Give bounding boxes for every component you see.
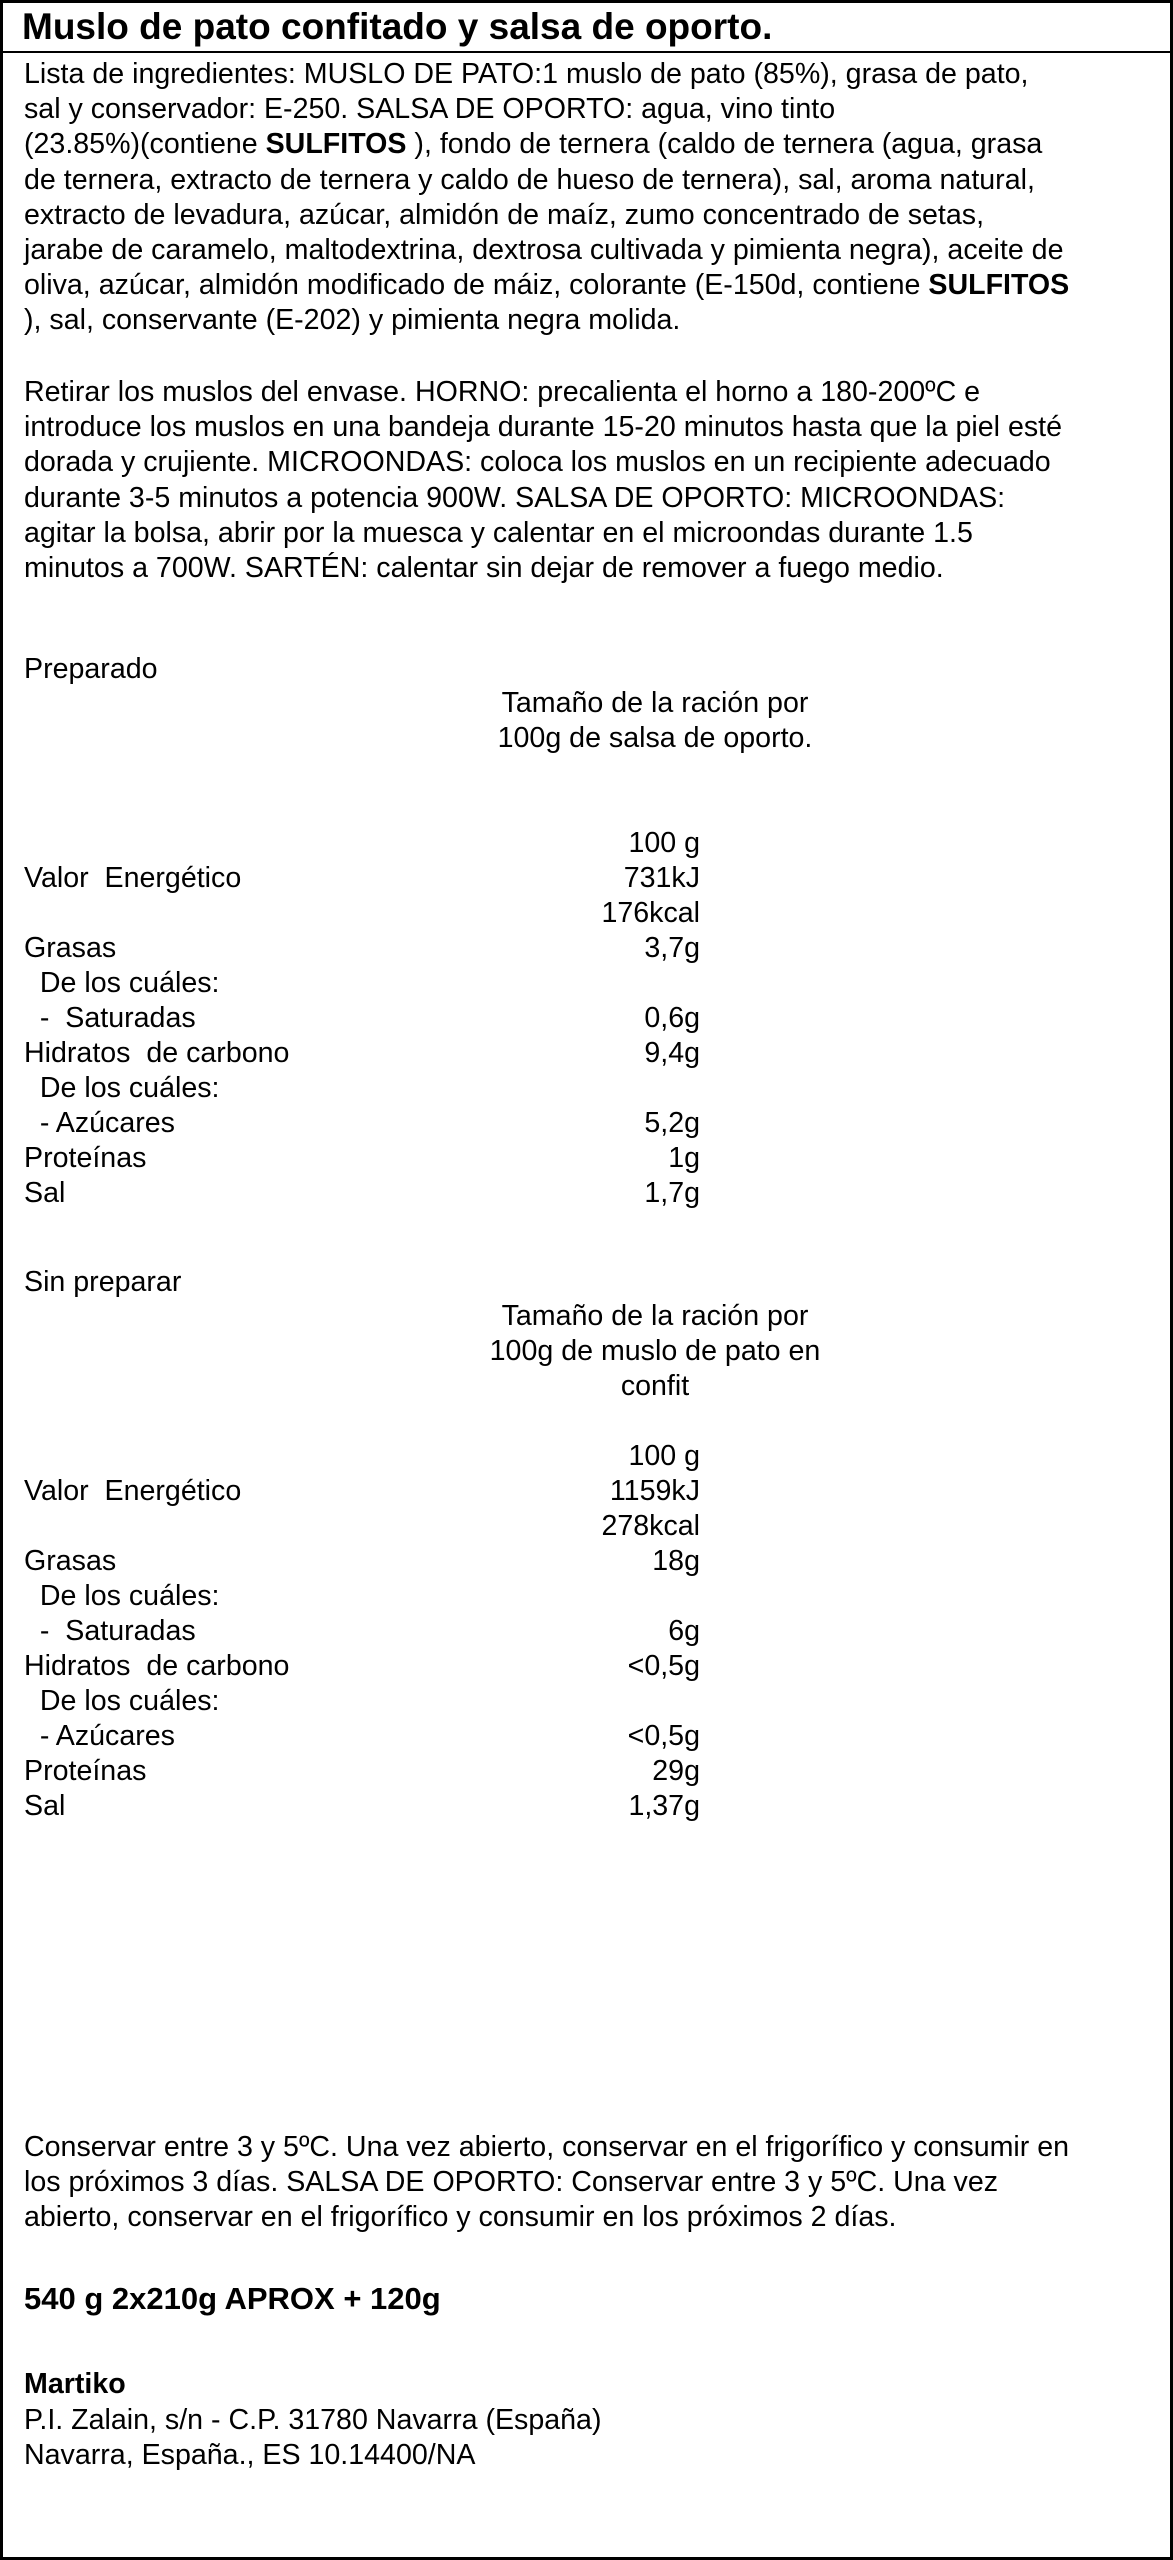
instructions-line: introduce los muslos en una bandeja durante 15-20 minutos hasta que la piel esté bbox=[24, 411, 1063, 444]
nutrient-label: Grasas bbox=[24, 932, 117, 964]
nutrient-value: 9,4g bbox=[644, 1037, 700, 1069]
instructions-line: durante 3-5 minutos a potencia 900W. SALSA DE OPORTO: MICROONDAS: bbox=[24, 481, 1006, 514]
net-weight: 540 g 2x210g APROX + 120g bbox=[24, 2281, 441, 2316]
ingredients-line: sal y conservador: E-250. SALSA DE OPORTO: agua, vino tinto bbox=[24, 93, 836, 126]
instructions-line: Retirar los muslos del envase. HORNO: precalienta el horno a 180-200ºC e bbox=[24, 376, 981, 408]
nutrient-label: Sal bbox=[24, 1790, 66, 1822]
nutrient-value: 1g bbox=[668, 1142, 700, 1174]
nutrient-value: 1159kJ bbox=[609, 1475, 700, 1507]
ingredients-line: (23.85%)(contiene SULFITOS ), fondo de ternera (caldo de ternera (agua, grasa bbox=[24, 128, 1043, 161]
instructions-line: minutos a 700W. SARTÉN: calentar sin dejar de remover a fuego medio. bbox=[24, 552, 944, 585]
allergen-highlight: SULFITOS bbox=[265, 128, 407, 161]
storage-line: abierto, conservar en el frigorífico y consumir en los próximos 2 días. bbox=[24, 2201, 897, 2234]
manufacturer-address: P.I. Zalain, s/n - C.P. 31780 Navarra (España) bbox=[24, 2404, 602, 2436]
nutrient-label: De los cuáles: bbox=[24, 1685, 220, 1717]
ingredients-line: de ternera, extracto de ternera y caldo de hueso de ternera), sal, aroma natural, bbox=[24, 163, 1035, 196]
storage-line: los próximos 3 días. SALSA DE OPORTO: Conservar entre 3 y 5ºC. Una vez bbox=[24, 2166, 999, 2199]
nutrient-label: Sal bbox=[24, 1177, 66, 1209]
nutrient-value: 1,37g bbox=[628, 1790, 700, 1822]
unprepared-serving-line: 100g de muslo de pato en bbox=[489, 1335, 821, 1367]
nutrient-value: 29g bbox=[652, 1755, 700, 1787]
nutrient-label: Proteínas bbox=[24, 1755, 147, 1787]
ingredients-line: ), sal, conservante (E-202) y pimienta negra molida. bbox=[24, 304, 681, 337]
storage-block bbox=[24, 2130, 1149, 2236]
nutrient-label: De los cuáles: bbox=[24, 1580, 220, 1612]
nutrient-value: 1,7g bbox=[644, 1177, 700, 1209]
nutrient-label: - Saturadas bbox=[24, 1615, 196, 1647]
ingredients-line: oliva, azúcar, almidón modificado de máiz, colorante (E-150d, contiene SULFITOS bbox=[24, 269, 1070, 302]
ingredients-block bbox=[24, 57, 1149, 339]
prepared-serving-line: Tamaño de la ración por bbox=[501, 687, 809, 719]
nutrient-value: 3,7g bbox=[644, 932, 700, 964]
nutrient-label: Hidratos de carbono bbox=[24, 1650, 290, 1682]
unprepared-heading: Sin preparar bbox=[24, 1266, 182, 1298]
unprepared-per-header: 100 g bbox=[628, 1440, 700, 1472]
storage-line: Conservar entre 3 y 5ºC. Una vez abierto, conservar en el frigorífico y consumir en bbox=[24, 2131, 1070, 2163]
nutrient-value: 6g bbox=[668, 1615, 700, 1647]
unprepared-serving-line: confit bbox=[620, 1370, 690, 1402]
ingredients-line: Lista de ingredientes: MUSLO DE PATO:1 muslo de pato (85%), grasa de pato, bbox=[24, 58, 1029, 90]
allergen-highlight: SULFITOS bbox=[928, 269, 1070, 302]
nutrient-label: Valor Energético bbox=[24, 862, 242, 894]
manufacturer-name: Martiko bbox=[24, 2368, 126, 2400]
nutrient-value: 278kcal bbox=[601, 1510, 700, 1542]
nutrient-label: Hidratos de carbono bbox=[24, 1037, 290, 1069]
nutrient-label: De los cuáles: bbox=[24, 967, 220, 999]
ingredients-line: jarabe de caramelo, maltodextrina, dextrosa cultivada y pimienta negra), aceite de bbox=[24, 234, 1064, 267]
prepared-heading: Preparado bbox=[24, 653, 158, 685]
nutrient-label: Grasas bbox=[24, 1545, 117, 1577]
nutrient-label: Proteínas bbox=[24, 1142, 147, 1174]
nutrient-label: Valor Energético bbox=[24, 1475, 242, 1507]
nutrient-label: De los cuáles: bbox=[24, 1072, 220, 1104]
unprepared-serving-line: Tamaño de la ración por bbox=[501, 1300, 809, 1332]
nutrient-value: 176kcal bbox=[601, 897, 700, 929]
nutrient-value: 18g bbox=[652, 1545, 700, 1577]
prepared-serving-line: 100g de salsa de oporto. bbox=[497, 722, 813, 754]
nutrient-value: <0,5g bbox=[627, 1650, 700, 1682]
nutrient-label: - Azúcares bbox=[24, 1107, 175, 1139]
nutrient-label: - Saturadas bbox=[24, 1002, 196, 1034]
product-title: Muslo de pato confitado y salsa de oporto. bbox=[22, 6, 773, 47]
instructions-line: dorada y crujiente. MICROONDAS: coloca los muslos en un recipiente adecuado bbox=[24, 446, 1051, 479]
nutrient-label: - Azúcares bbox=[24, 1720, 175, 1752]
nutrient-value: 731kJ bbox=[623, 862, 700, 894]
instructions-block bbox=[24, 375, 1149, 586]
nutrient-value: <0,5g bbox=[627, 1720, 700, 1752]
nutrient-value: 0,6g bbox=[644, 1002, 700, 1034]
instructions-line: agitar la bolsa, abrir por la muesca y calentar en el microondas durante 1.5 bbox=[24, 516, 973, 549]
ingredients-line: extracto de levadura, azúcar, almidón de maíz, zumo concentrado de setas, bbox=[24, 198, 985, 231]
title-divider bbox=[3, 51, 1170, 53]
prepared-per-header: 100 g bbox=[628, 827, 700, 859]
manufacturer-registry: Navarra, España., ES 10.14400/NA bbox=[24, 2439, 476, 2471]
nutrient-value: 5,2g bbox=[644, 1107, 700, 1139]
